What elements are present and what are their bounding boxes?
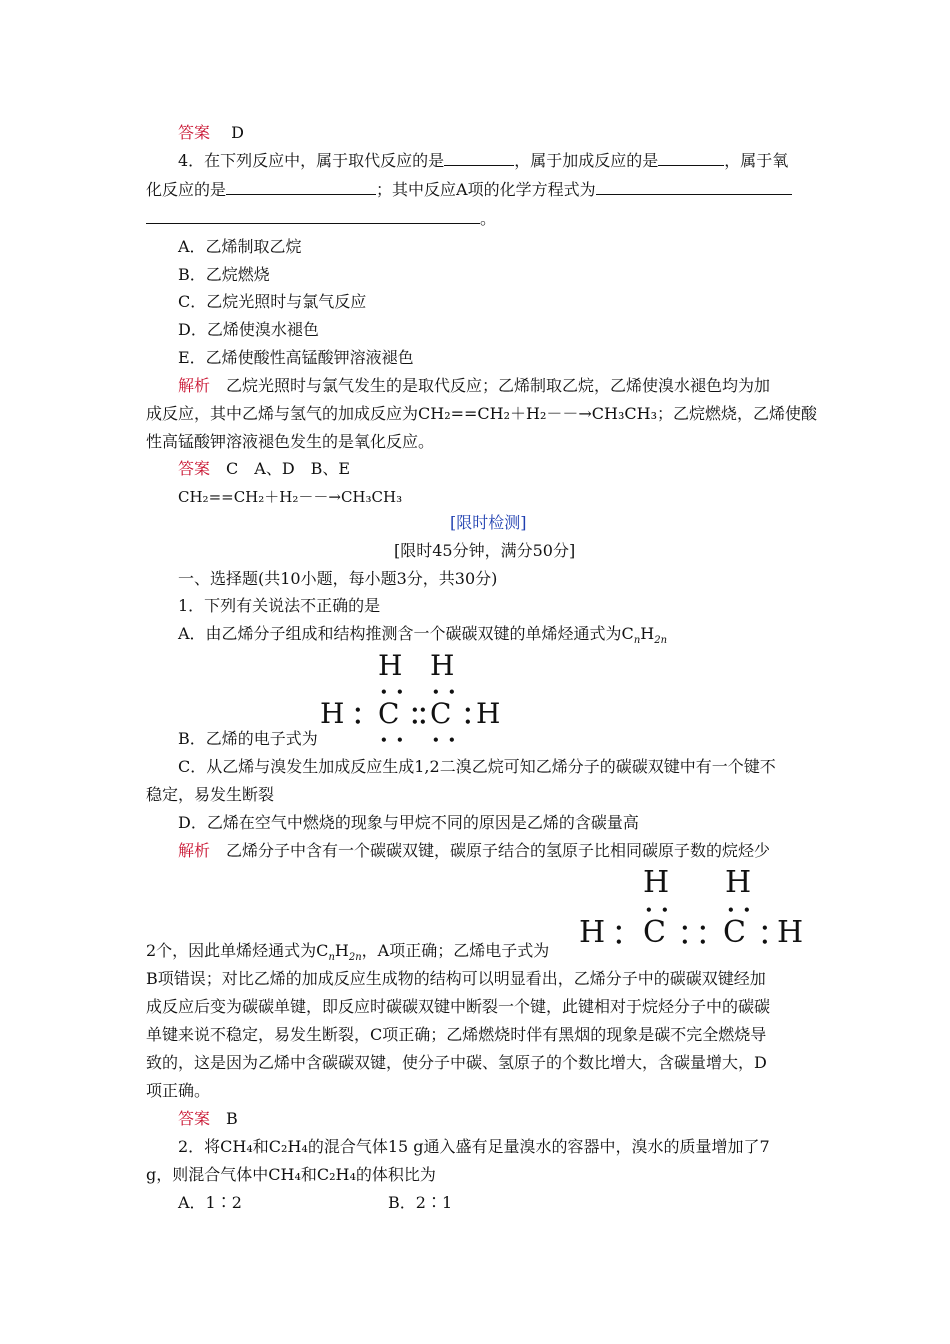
electron-dot: •: [615, 921, 623, 935]
q4-stem-part: ，属于氧: [724, 151, 789, 170]
q4-stem-line3: [146, 208, 496, 230]
q1-analysis-line6: 致的，这是因为乙烯中含碳碳双键，使分子中碳、氢原子的个数比增大，含碳量增大，D: [146, 1053, 767, 1072]
formula-h: H: [334, 941, 349, 960]
q1-analysis-line2: [146, 940, 549, 962]
q4-option-a: A．乙烯制取乙烷: [178, 237, 302, 256]
electron-dot: •: [419, 703, 427, 717]
q4-analysis-line3: 性高锰酸钾溶液褪色发生的是氧化反应。: [146, 432, 435, 451]
q1-option-d: D．乙烯在空气中燃烧的现象与甲烷不同的原因是乙烯的含碳量高: [178, 813, 639, 832]
q1-analysis-line4: 成反应后变为碳碳单键，即反应时碳碳双键中断裂一个键，此键相对于烷烃分子中的碳碳: [146, 997, 771, 1016]
q4-stem-part: ，属于加成反应的是: [514, 151, 659, 170]
q1-stem: 1．下列有关说法不正确的是: [178, 596, 381, 615]
analysis-label: 解析: [178, 841, 211, 860]
electron-dot: •: [761, 921, 769, 935]
q4-option-d: D．乙烯使溴水褪色: [178, 320, 319, 339]
q1-analysis-line3: B项错误；对比乙烯的加成反应生成物的结构可以明显看出，乙烯分子中的碳碳双键经加: [146, 969, 766, 988]
electron-dot: •: [380, 733, 388, 747]
analysis-label: 解析: [178, 376, 211, 395]
q1-analysis-line5: 单键来说不稳定，易发生断裂，C项正确；乙烯燃烧时伴有黑烟的现象是碳不完全燃烧导: [146, 1025, 767, 1044]
atom-c: C: [643, 915, 666, 950]
q2-stem-line2: g，则混合气体中CH₄和C₂H₄的体积比为: [146, 1165, 436, 1184]
q4-option-b: B．乙烷燃烧: [178, 265, 270, 284]
q4-answer: [178, 458, 350, 480]
part-heading: 一、选择题(共10小题，每小题3分，共30分): [178, 569, 498, 588]
q3-answer: [178, 122, 244, 144]
q2-option-a: A．1∶2: [178, 1193, 242, 1212]
answer-blank: [146, 209, 480, 224]
q2-option-b: B．2∶1: [388, 1193, 453, 1212]
electron-dot: •: [354, 703, 362, 717]
atom-h: H: [725, 865, 752, 900]
q4-stem-part: 4．在下列反应中，属于取代反应的是: [178, 151, 445, 170]
electron-dot: •: [761, 935, 769, 949]
electron-dot: •: [448, 733, 456, 747]
answer-label: 答案: [178, 123, 211, 142]
electron-dot: •: [411, 715, 419, 729]
electron-dot: •: [464, 703, 472, 717]
ethylene-electron-formula-analysis: [577, 865, 807, 952]
q1-option-b: B．乙烯的电子式为: [178, 729, 318, 748]
electron-dot: •: [645, 903, 653, 917]
electron-dot: •: [448, 685, 456, 699]
electron-dot: •: [380, 685, 388, 699]
q4-stem-end: 。: [480, 209, 497, 228]
atom-h: H: [643, 865, 670, 900]
q1-answer: [178, 1108, 238, 1130]
electron-dot: •: [727, 903, 735, 917]
atom-h: H: [579, 915, 606, 950]
answer-blank: [596, 180, 792, 195]
q1-option-a: [178, 623, 667, 645]
electron-dot: •: [743, 903, 751, 917]
answer-blank: [658, 151, 724, 166]
subscript: 2n: [348, 952, 362, 964]
electron-dot: •: [396, 733, 404, 747]
subscript: n: [633, 635, 641, 647]
answer-value: D: [231, 123, 244, 142]
q4-stem-line1: [178, 150, 788, 172]
answer-blank: [444, 151, 514, 166]
electron-dot: •: [661, 903, 669, 917]
electron-dot: •: [464, 715, 472, 729]
electron-dot: •: [681, 935, 689, 949]
q2-stem-line1: 2．将CH₄和C₂H₄的混合气体15 g通入盛有足量溴水的容器中，溴水的质量增加了7: [178, 1137, 770, 1156]
electron-dot: •: [699, 935, 707, 949]
atom-c: C: [430, 697, 452, 730]
analysis-text: 2个，因此单烯烃通式为C: [146, 941, 329, 960]
formula-h: H: [640, 624, 655, 643]
option-text: A．由乙烯分子组成和结构推测含一个碳碳双键的单烯烃通式为C: [178, 624, 634, 643]
electron-dot: •: [432, 733, 440, 747]
analysis-text: 乙烷光照时与氯气发生的是取代反应；乙烯制取乙烷，乙烯使溴水褪色均为加: [226, 376, 771, 395]
atom-h: H: [430, 649, 455, 682]
electron-dot: •: [354, 715, 362, 729]
electron-dot: •: [681, 921, 689, 935]
q4-stem-part: ；其中反应A项的化学方程式为: [376, 180, 596, 199]
answer-label: 答案: [178, 459, 211, 478]
q1-option-c-line1: C．从乙烯与溴发生加成反应生成1,2二溴乙烷可知乙烯分子的碳碳双键中有一个键不: [178, 757, 776, 776]
analysis-text: 乙烯分子中含有一个碳碳双键，碳原子结合的氢原子比相同碳原子数的烷烃少: [226, 841, 771, 860]
subscript: n: [328, 952, 335, 964]
q4-option-c: C．乙烷光照时与氯气反应: [178, 292, 367, 311]
electron-dot: •: [615, 935, 623, 949]
atom-c: C: [723, 915, 746, 950]
atom-c: C: [378, 697, 400, 730]
electron-dot: •: [396, 685, 404, 699]
q4-stem-line2: [146, 179, 792, 201]
answer-value: C A、D B、E: [226, 459, 351, 478]
section-title: [限时检测]: [450, 513, 527, 532]
electron-dot: •: [411, 703, 419, 717]
answer-label: 答案: [178, 1109, 211, 1128]
electron-dot: •: [699, 921, 707, 935]
q1-option-c-line2: 稳定，易发生断裂: [146, 785, 275, 804]
atom-h: H: [378, 649, 403, 682]
subscript: 2n: [654, 635, 668, 647]
section-subtitle: [限时45分钟，满分50分]: [394, 541, 576, 560]
q4-analysis-line2: 成反应，其中乙烯与氢气的加成反应为CH₂==CH₂＋H₂－－→CH₃CH₃；乙烷燃烧，乙烯使酸: [146, 404, 818, 423]
q4-option-e: E．乙烯使酸性高锰酸钾溶液褪色: [178, 348, 414, 367]
electron-dot: •: [432, 685, 440, 699]
q1-analysis-line1: [178, 840, 770, 862]
ethylene-electron-formula: [318, 649, 508, 747]
q1-analysis-line7: 项正确。: [146, 1081, 211, 1100]
atom-h: H: [476, 697, 501, 730]
answer-value: B: [226, 1109, 238, 1128]
atom-h: H: [777, 915, 804, 950]
q4-analysis-line1: [178, 375, 770, 397]
answer-blank: [226, 180, 376, 195]
q4-stem-part: 化反应的是: [146, 180, 227, 199]
q4-equation: CH₂==CH₂＋H₂－－→CH₃CH₃: [178, 488, 403, 506]
atom-h: H: [320, 697, 345, 730]
electron-dot: •: [419, 715, 427, 729]
analysis-text: ，A项正确；乙烯电子式为: [361, 941, 550, 960]
